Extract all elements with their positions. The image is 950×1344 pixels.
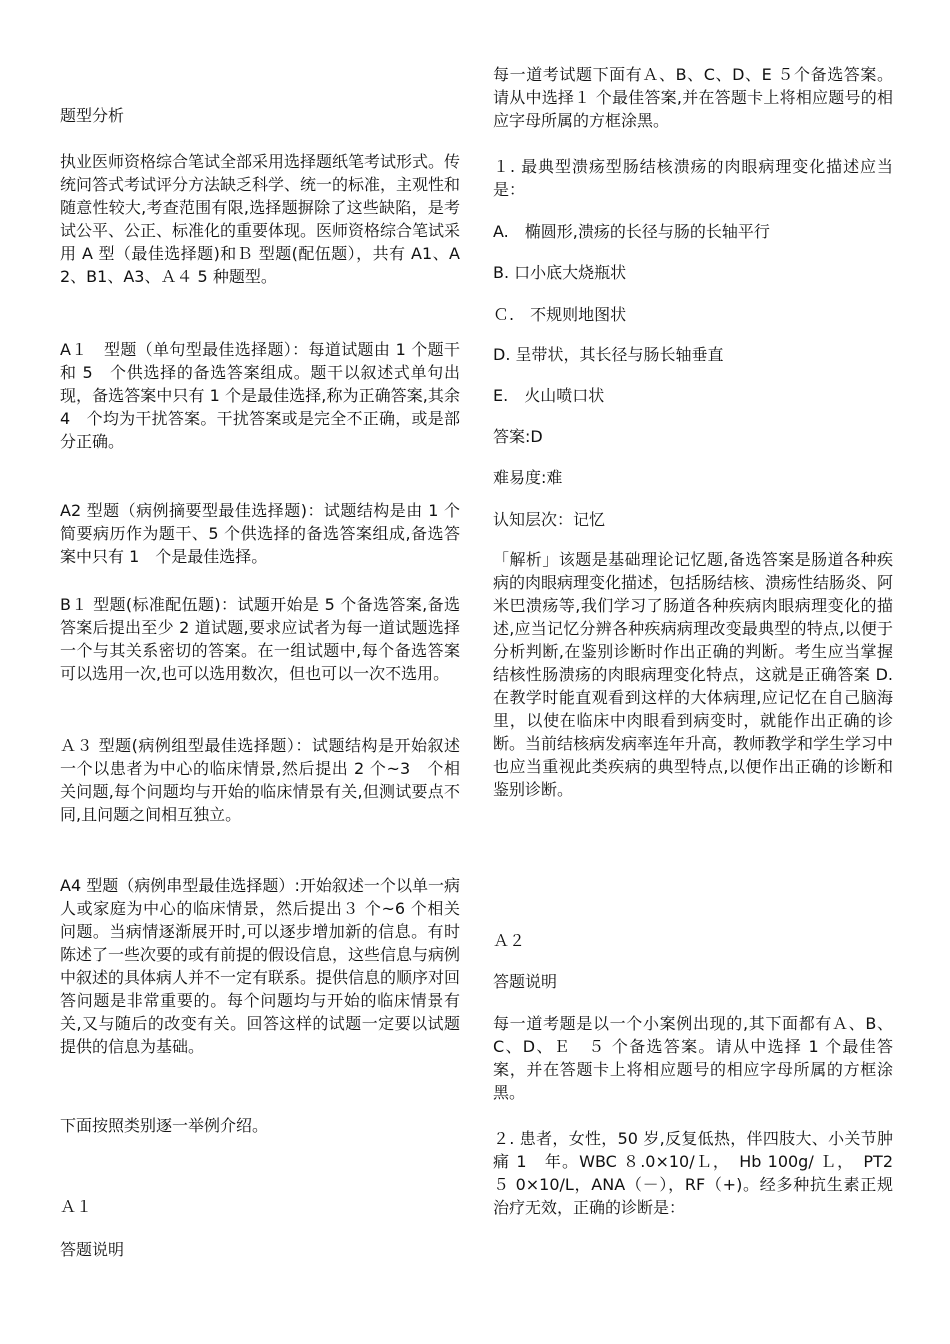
- answer-notes-title-a2: 答题说明: [493, 972, 558, 991]
- cognition-line: 认知层次：记忆: [493, 510, 606, 529]
- intro-paragraph: 执业医师资格综合笔试全部采用选择题纸笔考试形式。传统问答式考试评分方法缺乏科学、统一的标准，主观性和随意性较大,考查范围有限,选择题摒除了这些缺陷，是考试公平、公正、标准化的重要体现。医师资格综合笔试采用 A 型（最佳选择题)和Ｂ 型题(配伍题），共有 A1、A2、B1、A3、Ａ４ 5 种题型。: [60, 152, 461, 286]
- option-d: D. 呈带状，其长径与肠长轴垂直: [493, 345, 724, 364]
- option-c: Ｃ. 不规则地图状: [493, 305, 627, 324]
- a3-description: Ａ３ 型题(病例组型最佳选择题）：试题结构是开始叙述一个以患者为中心的临床情景,然后提出 2 个~3 个相关问题,每个问题均与开始的临床情景有关,但测试要点不同,且问题之间相互独立。: [60, 736, 460, 824]
- section-a1-title: Ａ１: [60, 1197, 93, 1216]
- answer-line: 答案:D: [493, 427, 543, 446]
- question-1: １. 最典型溃疡型肠结核溃疡的肉眼病理变化描述应当是：: [493, 157, 893, 199]
- question-2: ２. 患者，女性，50 岁,反复低热，伴四肢大、小关节肿痛 1 年。WBC ８.0×10/Ｌ， Hb 100g/ Ｌ， PT2 ５ 0×10/L，ANA（－），RF（+)。经多种抗生素正规治疗无效，正确的诊断是：: [493, 1129, 893, 1217]
- answer-notes-title: 答题说明: [60, 1240, 125, 1259]
- section-a2-title: Ａ２: [493, 931, 526, 950]
- option-b: B. 口小底大烧瓶状: [493, 263, 627, 282]
- option-e: E. 火山喷口状: [493, 386, 605, 405]
- a2-instructions: 每一道考题是以一个小案例出现的,其下面都有Ａ、B、C、D、Ｅ ５ 个备选答案。请从中选择 1 个最佳答案，并在答题卡上将相应题号的相应字母所属的方框涂黑。: [493, 1014, 893, 1102]
- examples-intro: 下面按照类别逐一举例介绍。: [60, 1116, 269, 1135]
- b1-description: B１ 型题(标准配伍题)：试题开始是 5 个备选答案,备选答案后提出至少 2 道试题,要求应试者为每一道试题选择一个与其关系密切的答案。在一组试题中,每个备选答案可以选用一次,也可以选用数次，但也可以一次不选用。: [60, 595, 460, 683]
- section-heading: 题型分析: [60, 106, 125, 125]
- a1-description: A１ 型题（单句型最佳选择题）：每道试题由 1 个题干和 5 个供选择的备选答案组成。题干以叙述式单句出现，备选答案中只有 1 个是最佳选择,称为正确答案,其余 4 个均为干扰答案。干扰答案或是完全不正确，或是部分正确。: [60, 340, 460, 451]
- analysis-paragraph: 「解析」该题是基础理论记忆题,备选答案是肠道各种疾病的肉眼病理变化描述，包括肠结核、溃疡性结肠炎、阿米巴溃疡等,我们学习了肠道各种疾病肉眼病理变化的描述,应当记忆分辨各种疾病病理改变最典型的特点,以便于分析判断,在鉴别诊断时作出正确的判断。考生应当掌握结核性肠溃疡的肉眼病理变化特点，这就是正确答案 D.在教学时能直观看到这样的大体病理,应记忆在自己脑海里，以使在临床中肉眼看到病变时，就能作出正确的诊断。当前结核病发病率连年升高，教师教学和学生学习中也应当重视此类疾病的典型特点,以便作出正确的诊断和鉴别诊断。: [493, 550, 894, 799]
- a4-description: A4 型题（病例串型最佳选择题）:开始叙述一个以单一病人或家庭为中心的临床情景，然后提出３ 个~6 个相关问题。当病情逐渐展开时,可以逐步增加新的信息。有时陈述了一些次要的或有前提的假设信息，这些信息与病例中叙述的具体病人并不一定有联系。提供信息的顺序对回答问题是非常重要的。每个问题均与开始的临床情景有关,又与随后的改变有关。回答这样的试题一定要以试题提供的信息为基础。: [60, 876, 461, 1056]
- a1-instructions: 每一道考试题下面有Ａ、B、C、D、E ５个备选答案。请从中选择１ 个最佳答案,并在答题卡上将相应题号的相应字母所属的方框涂黑。: [493, 65, 893, 130]
- option-a: A. 椭圆形,溃疡的长径与肠的长轴平行: [493, 222, 770, 241]
- a2-description: A2 型题（病例摘要型最佳选择题)：试题结构是由 1 个简要病历作为题干、5 个供选择的备选答案组成,备选答案中只有 1 个是最佳选择。: [60, 501, 460, 566]
- difficulty-line: 难易度:难: [493, 468, 563, 487]
